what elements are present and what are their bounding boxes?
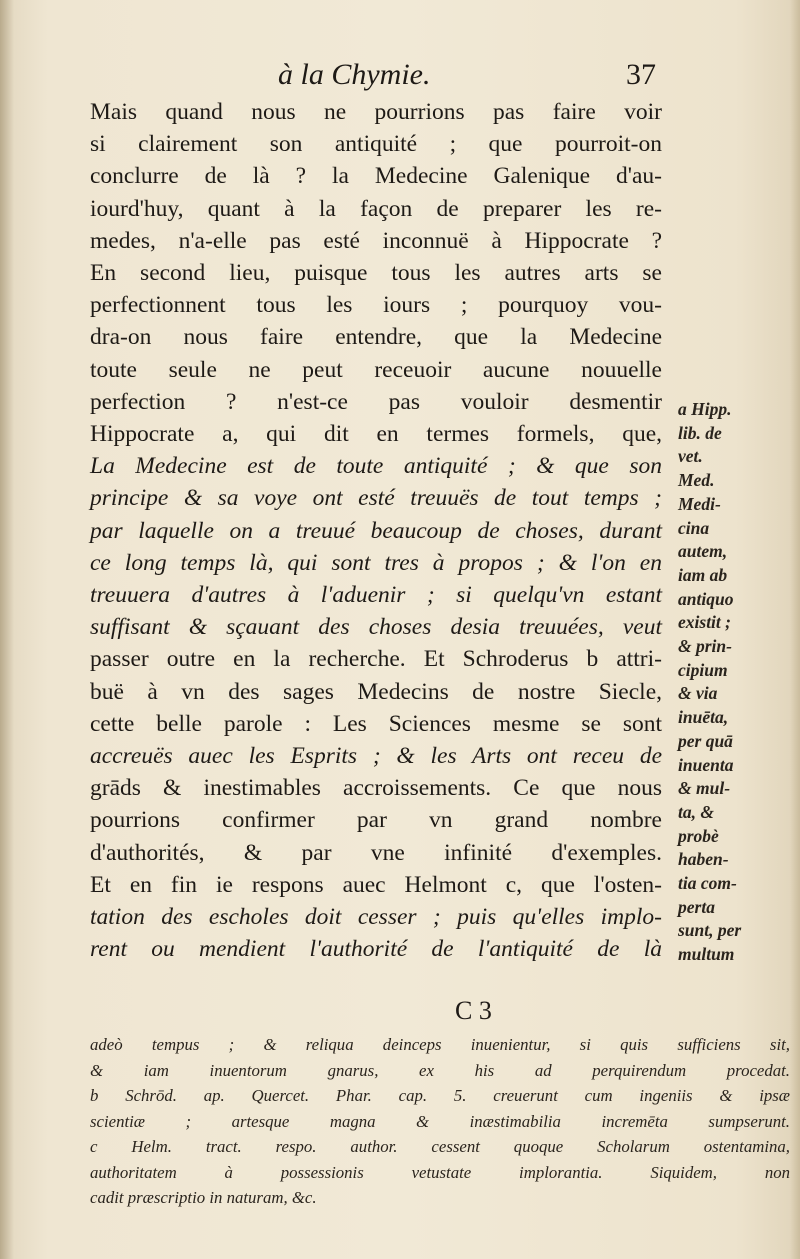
margin-note-line: haben- bbox=[678, 849, 729, 870]
text-line: medes, n'a-elle pas esté inconnuë à Hippocrate ? bbox=[90, 227, 662, 254]
margin-note-line: antiquo bbox=[678, 588, 734, 609]
text-line-italic: La Medecine est de toute antiquité ; & que son bbox=[90, 453, 662, 480]
margin-note-line: ta, & bbox=[678, 801, 714, 822]
margin-note-line: lib. de bbox=[678, 422, 722, 443]
page-binding-shadow bbox=[0, 0, 14, 1259]
margin-note-line: multum bbox=[678, 944, 735, 965]
text-line: buë à vn des sages Medecins de nostre Siecle, bbox=[90, 678, 662, 705]
running-title: à la Chymie. bbox=[278, 58, 431, 91]
text-line: grāds & inestimables accroissements. Ce que nous bbox=[90, 775, 662, 802]
text-line: iourd'huy, quant à la façon de preparer les re- bbox=[90, 195, 662, 222]
text-line: perfectionnent tous les iours ; pourquoy vou- bbox=[90, 292, 662, 319]
footnote-line: cadit præscriptio in naturam, &c. bbox=[90, 1188, 317, 1207]
footnote-line: & iam inuentorum gnarus, ex his ad perquirendum procedat. bbox=[90, 1060, 790, 1080]
text-line-italic: principe & sa voye ont esté treuuës de tout temps ; bbox=[90, 485, 662, 512]
text-line-italic: ce long temps là, qui sont tres à propos ; & l'on en bbox=[90, 549, 662, 576]
margin-note-line: inuenta bbox=[678, 754, 734, 775]
text-line: cette belle parole : Les Sciences mesme se sont bbox=[90, 710, 662, 737]
text-line: Hippocrate a, qui dit en termes formels, que, bbox=[90, 421, 662, 448]
page-header bbox=[90, 58, 660, 98]
text-line: passer outre en la recherche. Et Schroderus b attri- bbox=[90, 646, 662, 673]
text-line: conclurre de là ? la Medecine Galenique d'au- bbox=[90, 163, 662, 190]
footnote-line: authoritatem à possessionis vetustate implorantia. Siquidem, non bbox=[90, 1162, 790, 1182]
margin-note-line: vet. bbox=[678, 446, 703, 467]
margin-note-line: sunt, per bbox=[678, 920, 742, 941]
main-text bbox=[90, 96, 662, 965]
text-line: si clairement son antiquité ; que pourroit-on bbox=[90, 131, 662, 158]
footnote-line: adeò tempus ; & reliqua deinceps inuenientur, si quis sufficiens sit, bbox=[90, 1035, 790, 1054]
footnote-line: scientiæ ; artesque magna & inæstimabilia incremēta sumpserunt. bbox=[90, 1111, 790, 1131]
text-line-italic: rent ou mendient l'authorité de l'antiquité de là bbox=[90, 936, 662, 963]
text-line-italic: par laquelle on a treuué beaucoup de choses, durant bbox=[90, 517, 662, 544]
footnote-line: b Schrōd. ap. Quercet. Phar. cap. 5. creuerunt cum ingeniis & ipsæ bbox=[90, 1086, 790, 1105]
margin-note-line: & mul- bbox=[678, 778, 731, 799]
margin-note-line: & prin- bbox=[678, 636, 732, 657]
margin-notes bbox=[678, 398, 788, 967]
margin-note-line: autem, bbox=[678, 541, 728, 562]
margin-note-line: existit ; bbox=[678, 612, 731, 633]
margin-note-line: probè bbox=[678, 825, 719, 846]
margin-note-line: inuēta, bbox=[678, 707, 729, 728]
footnote-line: c Helm. tract. respo. author. cessent quoque Scholarum ostentamina, bbox=[90, 1137, 790, 1156]
text-line: toute seule ne peut receuoir aucune nouuelle bbox=[90, 356, 662, 383]
text-line: dra-on nous faire entendre, que la Medecine bbox=[90, 324, 662, 351]
margin-note-line: iam ab bbox=[678, 564, 728, 585]
text-line-italic: treuuera d'autres à l'aduenir ; si quelqu'vn estant bbox=[90, 582, 662, 609]
text-line-italic: accreuës auec les Esprits ; & les Arts ont receu de bbox=[90, 743, 662, 770]
margin-note-line: & via bbox=[678, 683, 718, 704]
text-line: Mais quand nous ne pourrions pas faire voir bbox=[90, 99, 662, 125]
margin-note-line: cina bbox=[678, 517, 710, 538]
margin-note-line: Med. bbox=[678, 470, 715, 491]
margin-note-line: per quā bbox=[678, 730, 733, 751]
margin-note-line: Medi- bbox=[678, 493, 721, 514]
footnotes bbox=[90, 1032, 790, 1211]
text-line: d'authorités, & par vne infinité d'exemples. bbox=[90, 839, 662, 866]
text-line: Et en fin ie respons auec Helmont c, que l'osten- bbox=[90, 871, 662, 898]
margin-note-line: a Hipp. bbox=[678, 399, 732, 419]
signature-mark: C 3 bbox=[455, 996, 492, 1025]
text-line: En second lieu, puisque tous les autres arts se bbox=[90, 260, 662, 287]
text-line-italic: tation des escholes doit cesser ; puis qu'elles implo- bbox=[90, 904, 662, 931]
text-line: pourrions confirmer par vn grand nombre bbox=[90, 807, 662, 834]
page-edge-shadow bbox=[790, 0, 800, 1259]
text-line: perfection ? n'est-ce pas vouloir desmentir bbox=[90, 388, 662, 415]
text-line-italic: suffisant & sçauant des choses desia treuuées, veut bbox=[90, 614, 662, 641]
margin-note-line: tia com- bbox=[678, 873, 737, 894]
margin-note-line: perta bbox=[678, 896, 715, 917]
margin-note-line: cipium bbox=[678, 659, 728, 680]
page-number: 37 bbox=[626, 58, 656, 91]
